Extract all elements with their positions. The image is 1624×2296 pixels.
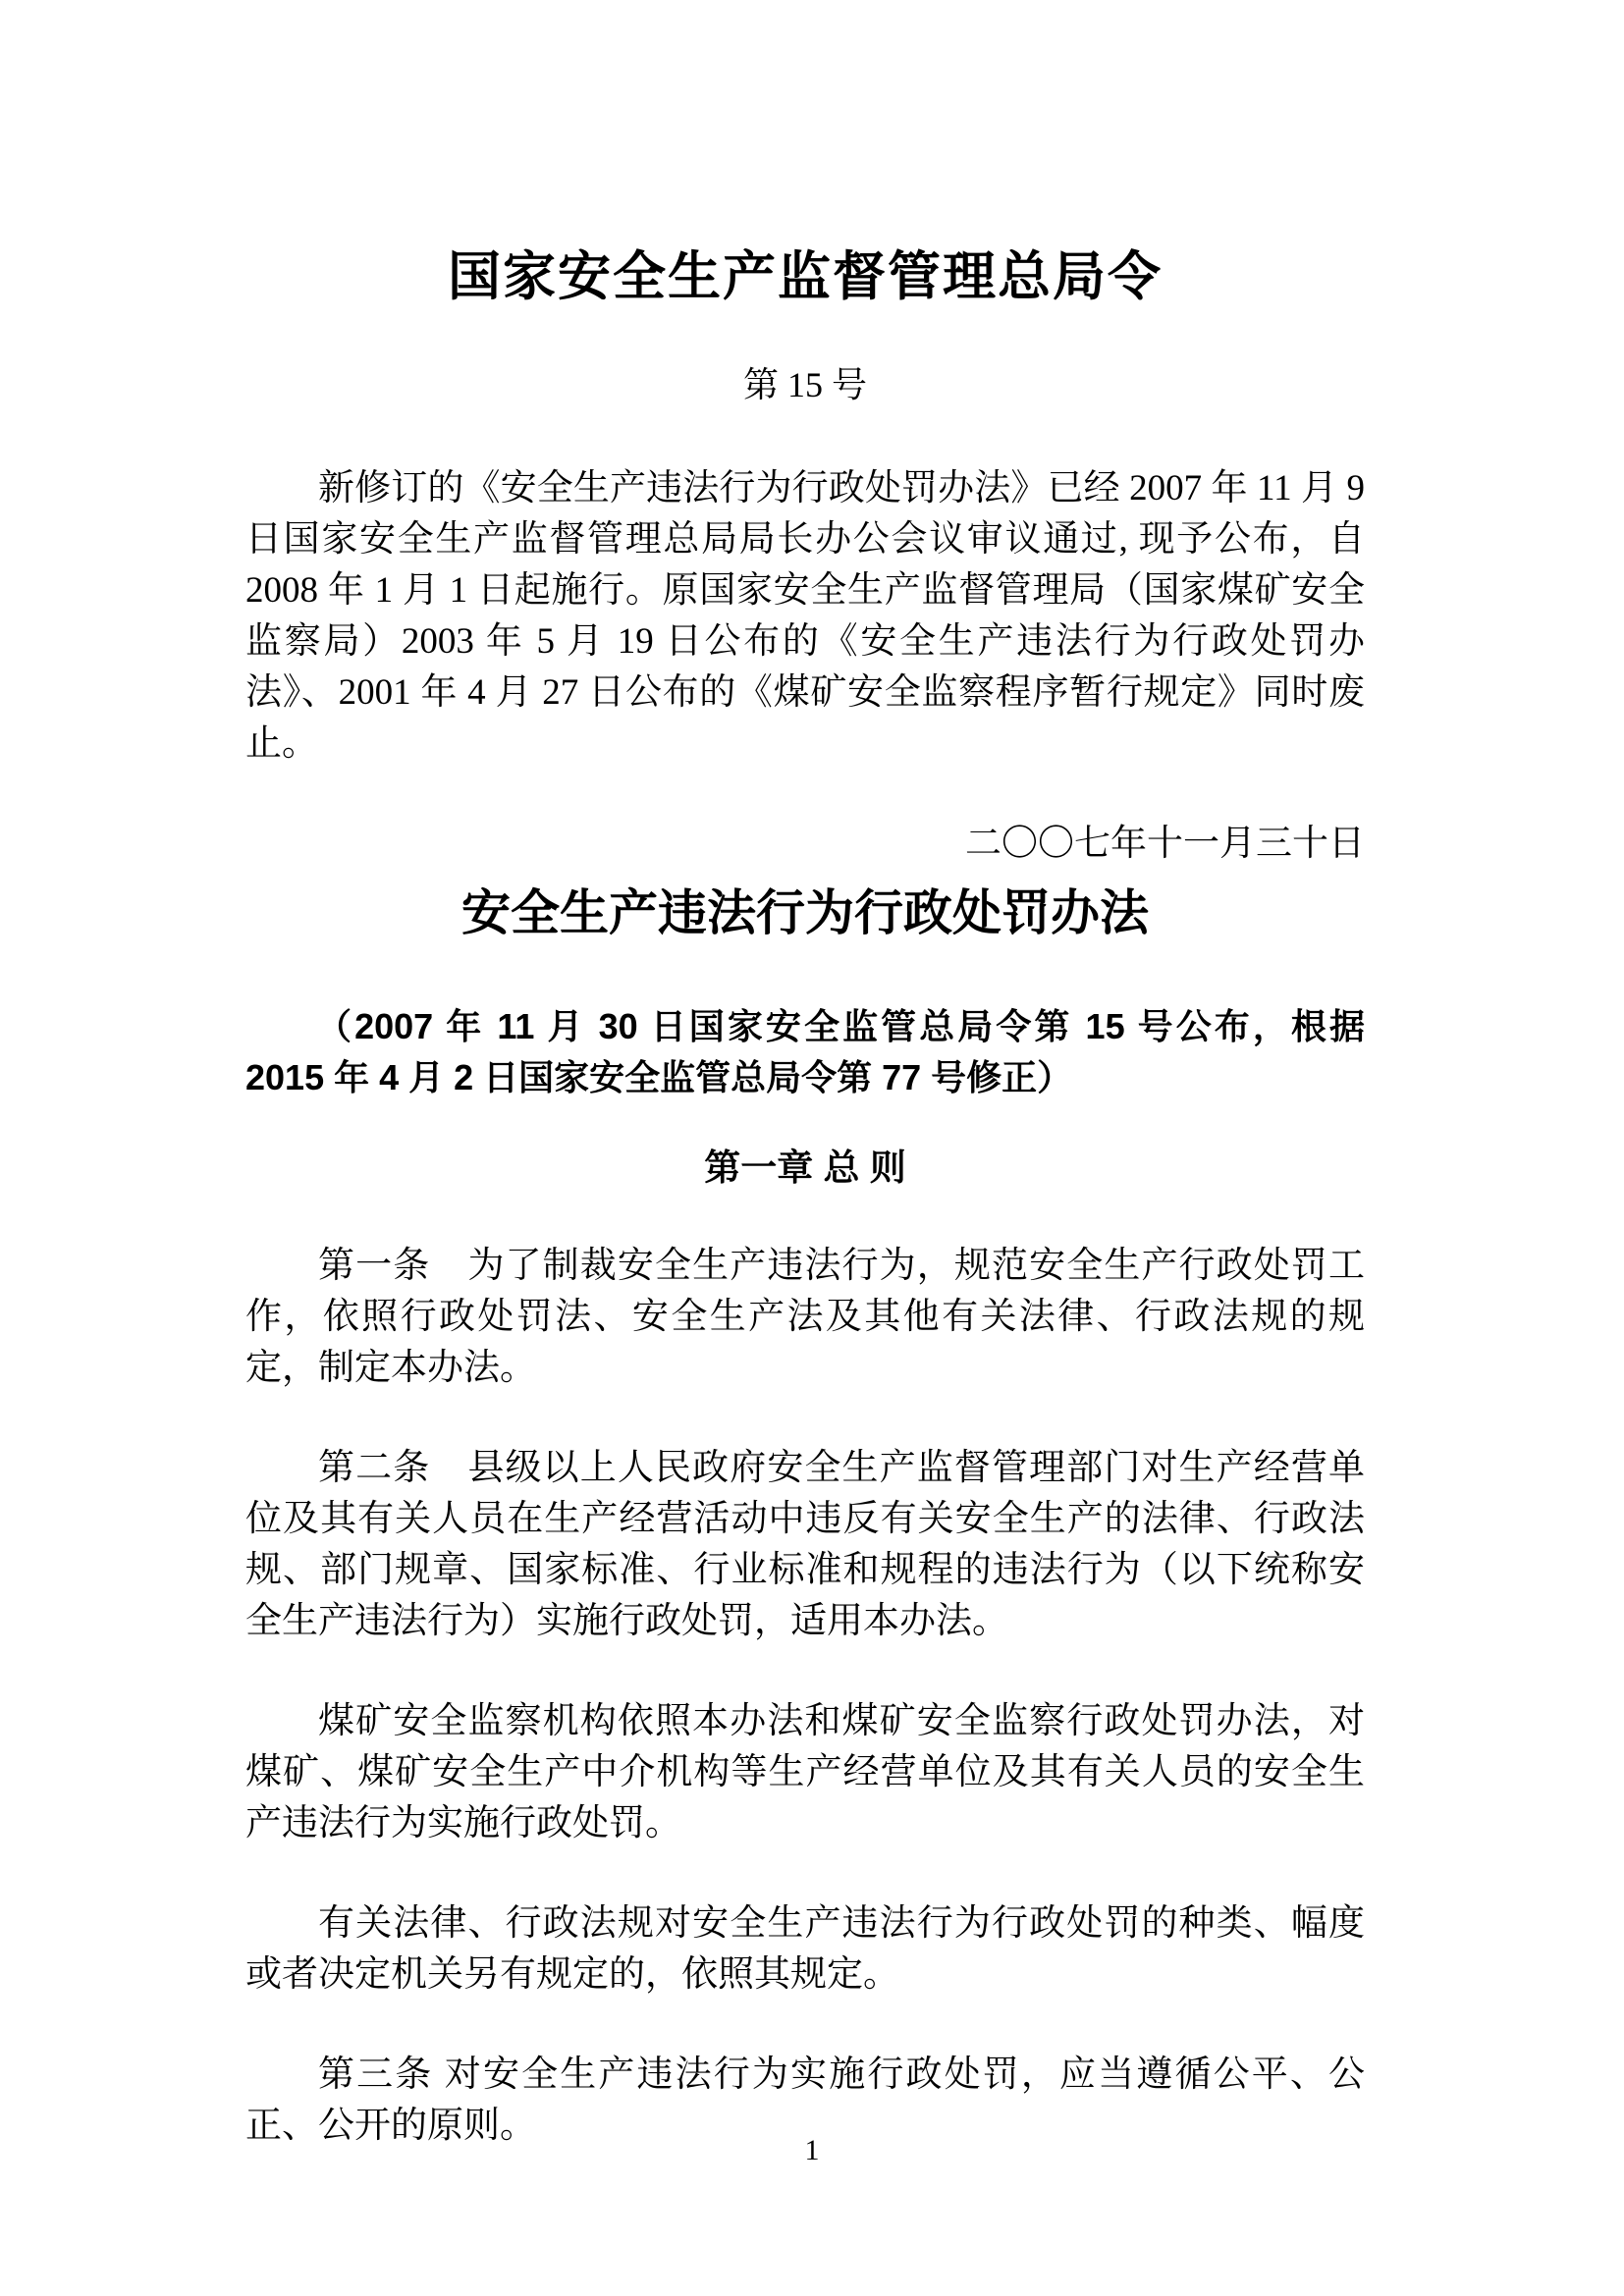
- order-number: 第 15 号: [742, 365, 867, 404]
- promulgation-date: 二〇〇七年十一月三十日: [965, 824, 1365, 864]
- promulgation-paragraph: 新修订的《安全生产违法行为行政处罚办法》已经 2007 年 11 月 9 日国家安全生产监督管理总局局长办公会议审议通过, 现予公布，自 2008 年 1 月 1 日起施行。原国家安全生产监督管理局（国家煤矿安全监察局）2003 年 5 月 19 日公布的《安全生产违法行为行政处罚办法》、2001 年 4 月 27 日公布的《煤矿安全监察程序暂行规定》同时废止。: [245, 468, 1365, 764]
- order-title: 国家安全生产监督管理总局令: [448, 247, 1163, 306]
- page-number: 1: [804, 2134, 820, 2166]
- article-2-paragraph: 第二条 县级以上人民政府安全生产监督管理部门对生产经营单位及其有关人员在生产经营活动中违反有关安全生产的法律、行政法规、部门规章、国家标准、行业标准和规程的违法行为（以下统称安全生产违法行为）实施行政处罚，适用本办法。: [245, 1448, 1365, 1641]
- law-title: 安全生产违法行为行政处罚办法: [461, 885, 1149, 940]
- article-2-coal-mine-paragraph: 煤矿安全监察机构依照本办法和煤矿安全监察行政处罚办法，对煤矿、煤矿安全生产中介机构等生产经营单位及其有关人员的安全生产违法行为实施行政处罚。: [245, 1701, 1365, 1843]
- article-2-other-laws-paragraph: 有关法律、行政法规对安全生产违法行为行政处罚的种类、幅度或者决定机关另有规定的，依照其规定。: [245, 1903, 1365, 1995]
- article-3-paragraph: 第三条 对安全生产违法行为实施行政处罚，应当遵循公平、公正、公开的原则。: [245, 2055, 1365, 2146]
- revision-note: （2007 年 11 月 30 日国家安全监管总局令第 15 号公布，根据 2015 年 4 月 2 日国家安全监管总局令第 77 号修正）: [245, 1006, 1365, 1097]
- article-1-paragraph: 第一条 为了制裁安全生产违法行为，规范安全生产行政处罚工作，依照行政处罚法、安全生产法及其他有关法律、行政法规的规定，制定本办法。: [245, 1246, 1365, 1388]
- chapter-heading: 第一章 总 则: [704, 1148, 906, 1188]
